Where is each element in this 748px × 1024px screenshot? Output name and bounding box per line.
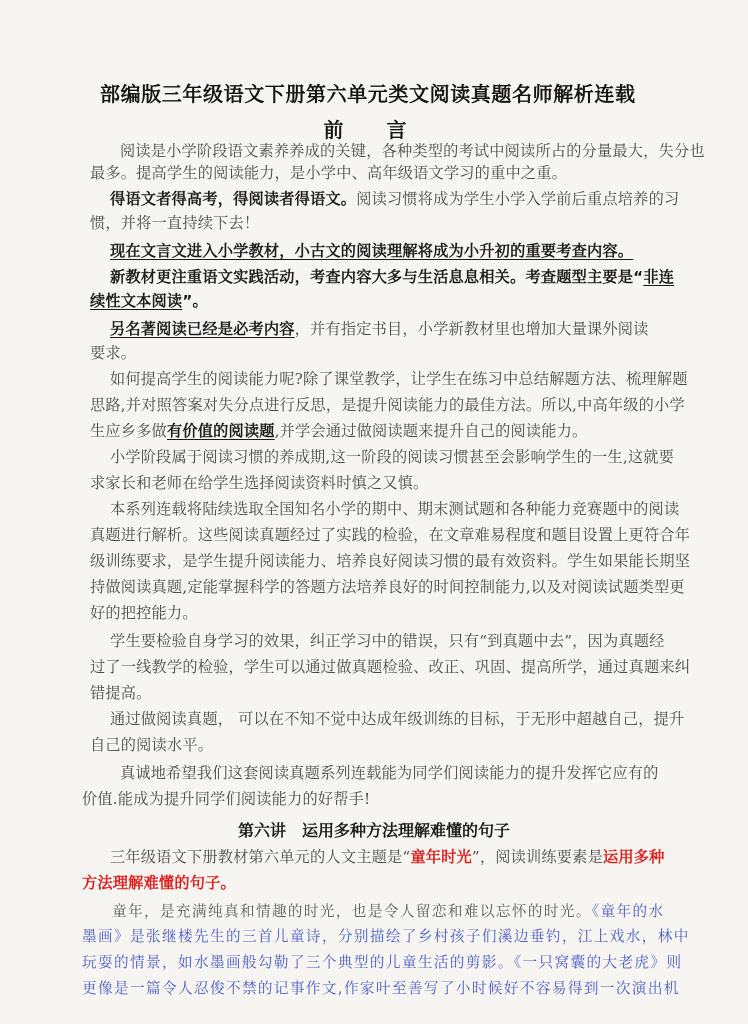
underlined-emphasis: 另名著阅读已经是必考内容	[110, 320, 295, 338]
paragraph-line: 自己的阅读水平。	[90, 736, 214, 754]
paragraph-line: 惯，并将一直持续下去！	[90, 214, 260, 232]
paragraph-line: 级训练要求，是学生提升阅读能力、培养良好阅读习惯的最有效资料。学生如果能长期坚	[90, 552, 691, 570]
paragraph-line	[110, 318, 649, 340]
text-span: 新教材更注重语文实践活动，考查内容大多与生活息息相关。考查题型主要是“	[110, 268, 644, 286]
paragraph-line: 真题进行解析。这些阅读真题经过了实践的检验，在文章难易程度和题目设置上更符合年	[90, 526, 691, 544]
intro-paragraph-line: 墨画》是张继楼先生的三首儿童诗，分别描绘了乡村孩子们溪边垂钓，江上戏水，林中	[82, 928, 690, 945]
underlined-emphasis: 现在文言文进入小学教材，小古文的阅读理解将成为小升初的重要考查内容。	[110, 242, 634, 260]
reading-element-highlight: 运用多种	[602, 848, 665, 866]
paragraph-line: 错提高。	[90, 684, 152, 702]
paragraph-line: 真诚地希望我们这套阅读真题系列连载能为同学们阅读能力的提升发挥它应有的	[120, 764, 659, 782]
paragraph-line: 持做阅读真题,定能掌握科学的答题方法培养良好的时间控制能力,以及对阅读试题类型更	[90, 578, 685, 596]
reading-element-highlight: 方法理解难懂的句子。	[82, 874, 236, 892]
text-span: 童年，是充满纯真和情趣的时光，也是令人留恋和难以忘怀的时光。	[112, 903, 592, 920]
text-span: 生应乡多做	[90, 422, 167, 440]
paragraph-line: 价值.能成为提升同学们阅读能力的好帮手!	[82, 790, 371, 808]
intro-paragraph-line	[112, 900, 665, 923]
paragraph-line	[90, 420, 587, 442]
text-span: ,并学会通过做阅读题来提升自己的阅读能力。	[274, 422, 588, 440]
underlined-emphasis: 有价值的阅读题	[166, 422, 275, 440]
paragraph-line: 小学阶段属于阅读习惯的养成期,这一阶段的阅读习惯甚至会影响学生的一生,这就要	[110, 448, 675, 466]
paragraph-line: 如何提高学生的阅读能力呢?除了课堂教学，让学生在练习中总结解题方法、梳理解题	[110, 370, 688, 388]
bold-slogan: 得语文者得高考，得阅读者得语文。	[110, 190, 357, 208]
theme-highlight: 童年时光	[410, 848, 472, 866]
text-span: 三年级语文下册教材第六单元的人文主题是“	[110, 848, 411, 866]
document-title: 部编版三年级语文下册第六单元类文阅读真题名师解析连载	[100, 82, 636, 106]
paragraph-line	[90, 290, 208, 312]
paragraph-line: 本系列连载将陆续选取全国知名小学的期中、期末测试题和各种能力竞赛题中的阅读	[110, 500, 680, 518]
paragraph-line: 要求。	[90, 344, 137, 362]
paragraph-line: 阅读是小学阶段语文素养养成的关键，各种类型的考试中阅读所占的分量最大，失分也	[120, 142, 705, 160]
text-span: ”，阅读训练要素是	[471, 848, 603, 866]
lecture-heading: 第六讲 运用多种方法理解难懂的句子	[237, 821, 510, 840]
intro-paragraph-line: 玩耍的情景，如水墨画般勾勒了三个典型的儿童生活的剪影。《一只窝囊的大老虎》则	[82, 954, 683, 971]
book-title: 《童年的水	[591, 903, 665, 920]
intro-paragraph-line: 更像是一篇令人忍俊不禁的记事作文,作家叶至善写了小时候好不容易得到一次演出机	[82, 980, 680, 997]
underlined-term: 非连	[643, 268, 675, 286]
paragraph-line: 思路,并对照答案对失分点进行反思，是提升阅读能力的最佳方法。所以,中高年级的小学	[90, 396, 685, 414]
paragraph-line	[110, 266, 674, 288]
paragraph-line: 通过做阅读真题， 可以在不知不觉中达成年级训练的目标，于无形中超越自己，提升	[110, 710, 685, 728]
paragraph-line: 学生要检验自身学习的效果，纠正学习中的错误，只有“到真题中去”，因为真题经	[110, 632, 665, 650]
paragraph-line: 最多。提高学生的阅读能力，是小学中、高年级语文学习的重中之重。	[90, 164, 568, 182]
preface-heading: 前 言	[323, 118, 425, 142]
text-span: ，并有指定书目，小学新教材里也增加大量课外阅读	[294, 320, 649, 338]
underlined-term: 续性文本阅读	[90, 292, 183, 310]
paragraph-line	[110, 188, 679, 210]
text-span: 阅读习惯将成为学生小学入学前后重点培养的习	[356, 190, 680, 208]
paragraph-line: 过了一线教学的检验，学生可以通过做真题检验、改正、巩固、提高所学，通过真题来纠	[90, 658, 691, 676]
text-span: ”。	[182, 292, 208, 310]
intro-line	[110, 846, 665, 868]
paragraph-line: 求家长和老师在给学生选择阅读资料时慎之又慎。	[90, 474, 429, 492]
paragraph-line: 好的把控能力。	[90, 604, 198, 622]
